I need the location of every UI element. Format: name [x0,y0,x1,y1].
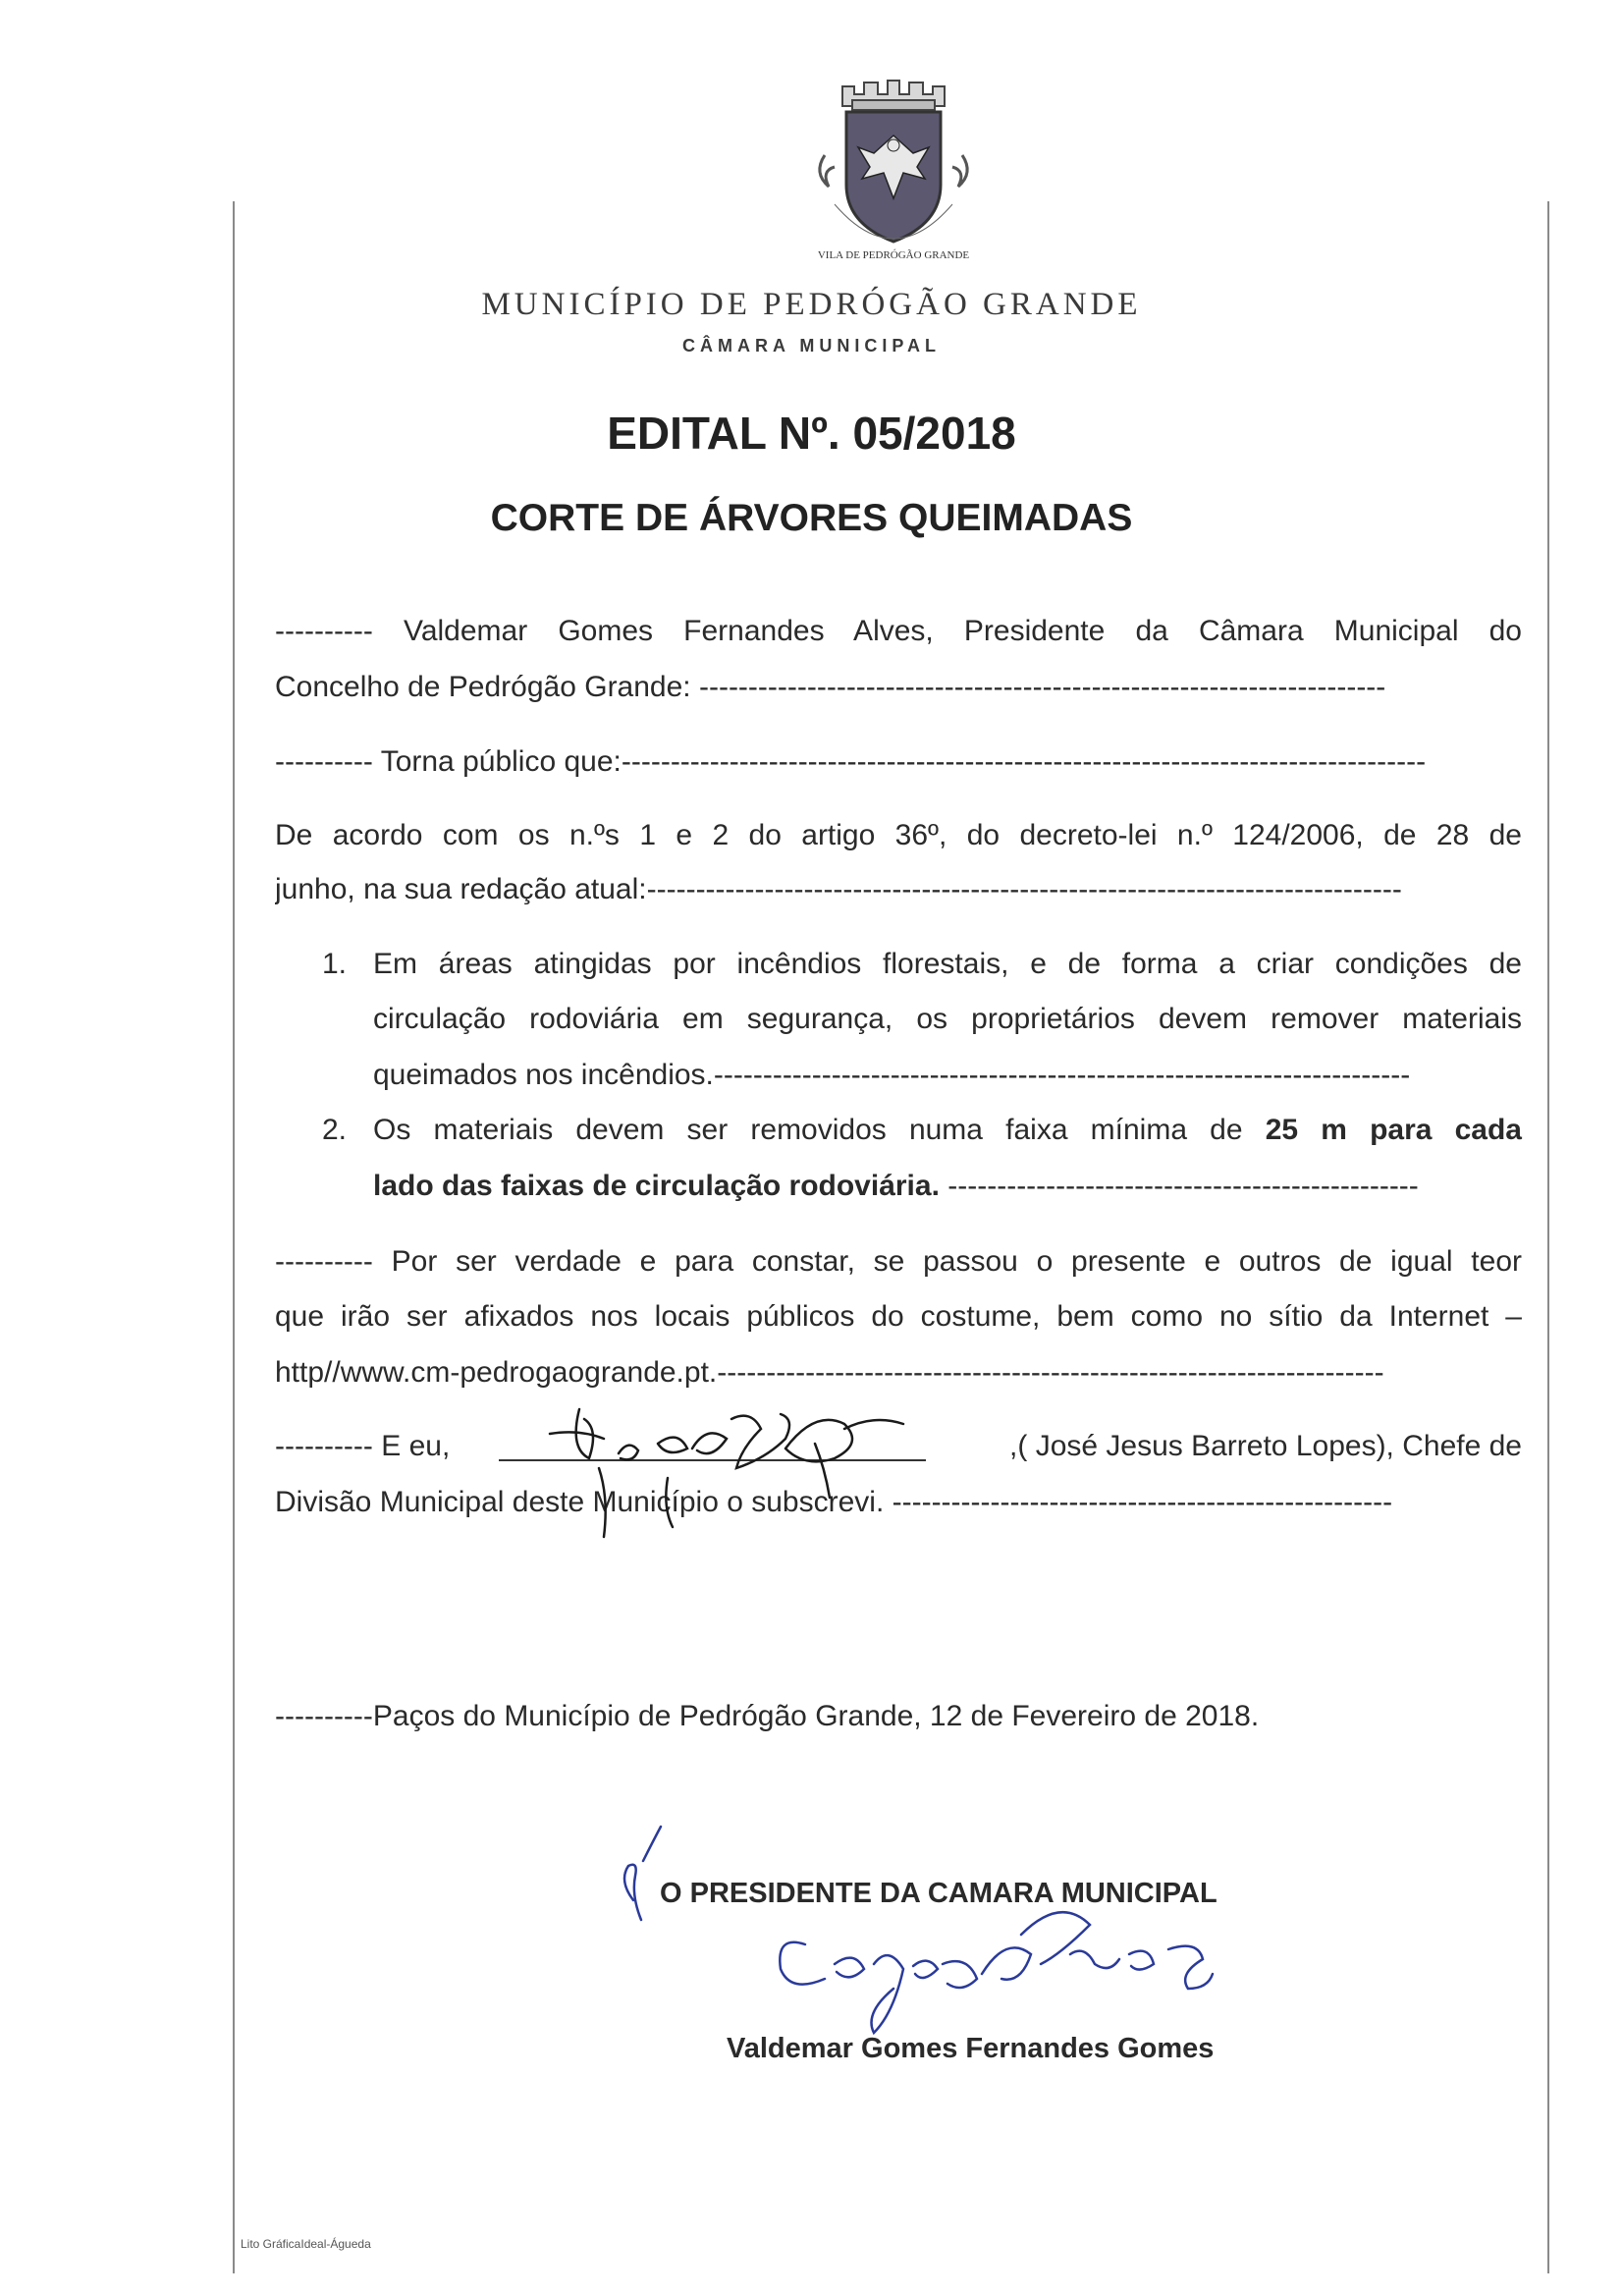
edital-subject: CORTE DE ÁRVORES QUEIMADAS [490,497,1133,539]
chamber-name: CÂMARA MUNICIPAL [682,336,941,355]
intro-line-1: ---------- Valdemar Gomes Fernandes Alves, Presidente da Câmara Municipal do [275,615,1522,647]
eu-signature-line [499,1459,926,1461]
verdade-line-2: que irão ser afixados nos locais públicos do costume, bem como no sítio da Internet – [275,1300,1522,1333]
eu-start: ---------- E eu, [275,1430,451,1462]
signature-name: Valdemar Gomes Fernandes Gomes [727,2033,1215,2064]
acordo-line-2: junho, na sua redação atual:----------------------------------------------------------------------------- [275,873,1402,905]
item-1-line-3: queimados nos incêndios.----------------------------------------------------------------------- [373,1059,1411,1091]
item-1-number: 1. [322,948,348,980]
subscriber-signature-icon [491,1390,1001,1566]
item-1-line-1: Em áreas atingidas por incêndios florestais, e de forma a criar condições de [373,948,1522,980]
item-1-line-2: circulação rodoviária em segurança, os proprietários devem remover materiais [373,1003,1522,1035]
torna-publico-line: ---------- Torna público que:---------------------------------------------------------------------------------- [275,745,1427,778]
acordo-line-1: De acordo com os n.ºs 1 e 2 do artigo 36º, do decreto-lei n.º 124/2006, de 28 de [275,819,1522,851]
municipality-name: MUNICÍPIO DE PEDRÓGÃO GRANDE [481,287,1142,322]
intro-line-2: Concelho de Pedrógão Grande: ---------------------------------------------------------------------- [275,671,1386,703]
municipal-crest-icon [795,77,992,273]
edital-title: EDITAL Nº. 05/2018 [607,408,1016,459]
printer-credit: Lito GráficaIdeal-Águeda [241,2237,371,2251]
date-line: ----------Paços do Município de Pedrógão Grande, 12 de Fevereiro de 2018. [275,1700,1260,1732]
item-2-dashes: ------------------------------------------------ [939,1170,1419,1202]
item-2-emphasis: 25 m para cada [1265,1114,1522,1146]
eu-line-2: Divisão Municipal deste Município o subscrevi. --------------------------------------------------- [275,1486,1393,1518]
president-signature-icon [766,1895,1237,2043]
svg-text:VILA DE PEDRÓGÃO GRANDE: VILA DE PEDRÓGÃO GRANDE [817,249,970,261]
item-2-number: 2. [322,1114,348,1146]
signature-role: O PRESIDENTE DA CAMARA MUNICIPAL [660,1878,1217,1909]
item-2-emphasis-2: lado das faixas de circulação rodoviária. [373,1170,940,1202]
item-2-text: Os materiais devem ser removidos numa faixa mínima de [373,1114,1266,1146]
eu-end: ,( José Jesus Barreto Lopes), Chefe de [1009,1430,1522,1462]
verdade-line-1: ---------- Por ser verdade e para constar, se passou o presente e outros de igual teor [275,1245,1522,1278]
item-2-line-2 [373,1169,1522,1204]
item-2-line-1 [373,1113,1522,1148]
verdade-line-3: http//www.cm-pedrogaogrande.pt.-------------------------------------------------------------------- [275,1356,1384,1389]
